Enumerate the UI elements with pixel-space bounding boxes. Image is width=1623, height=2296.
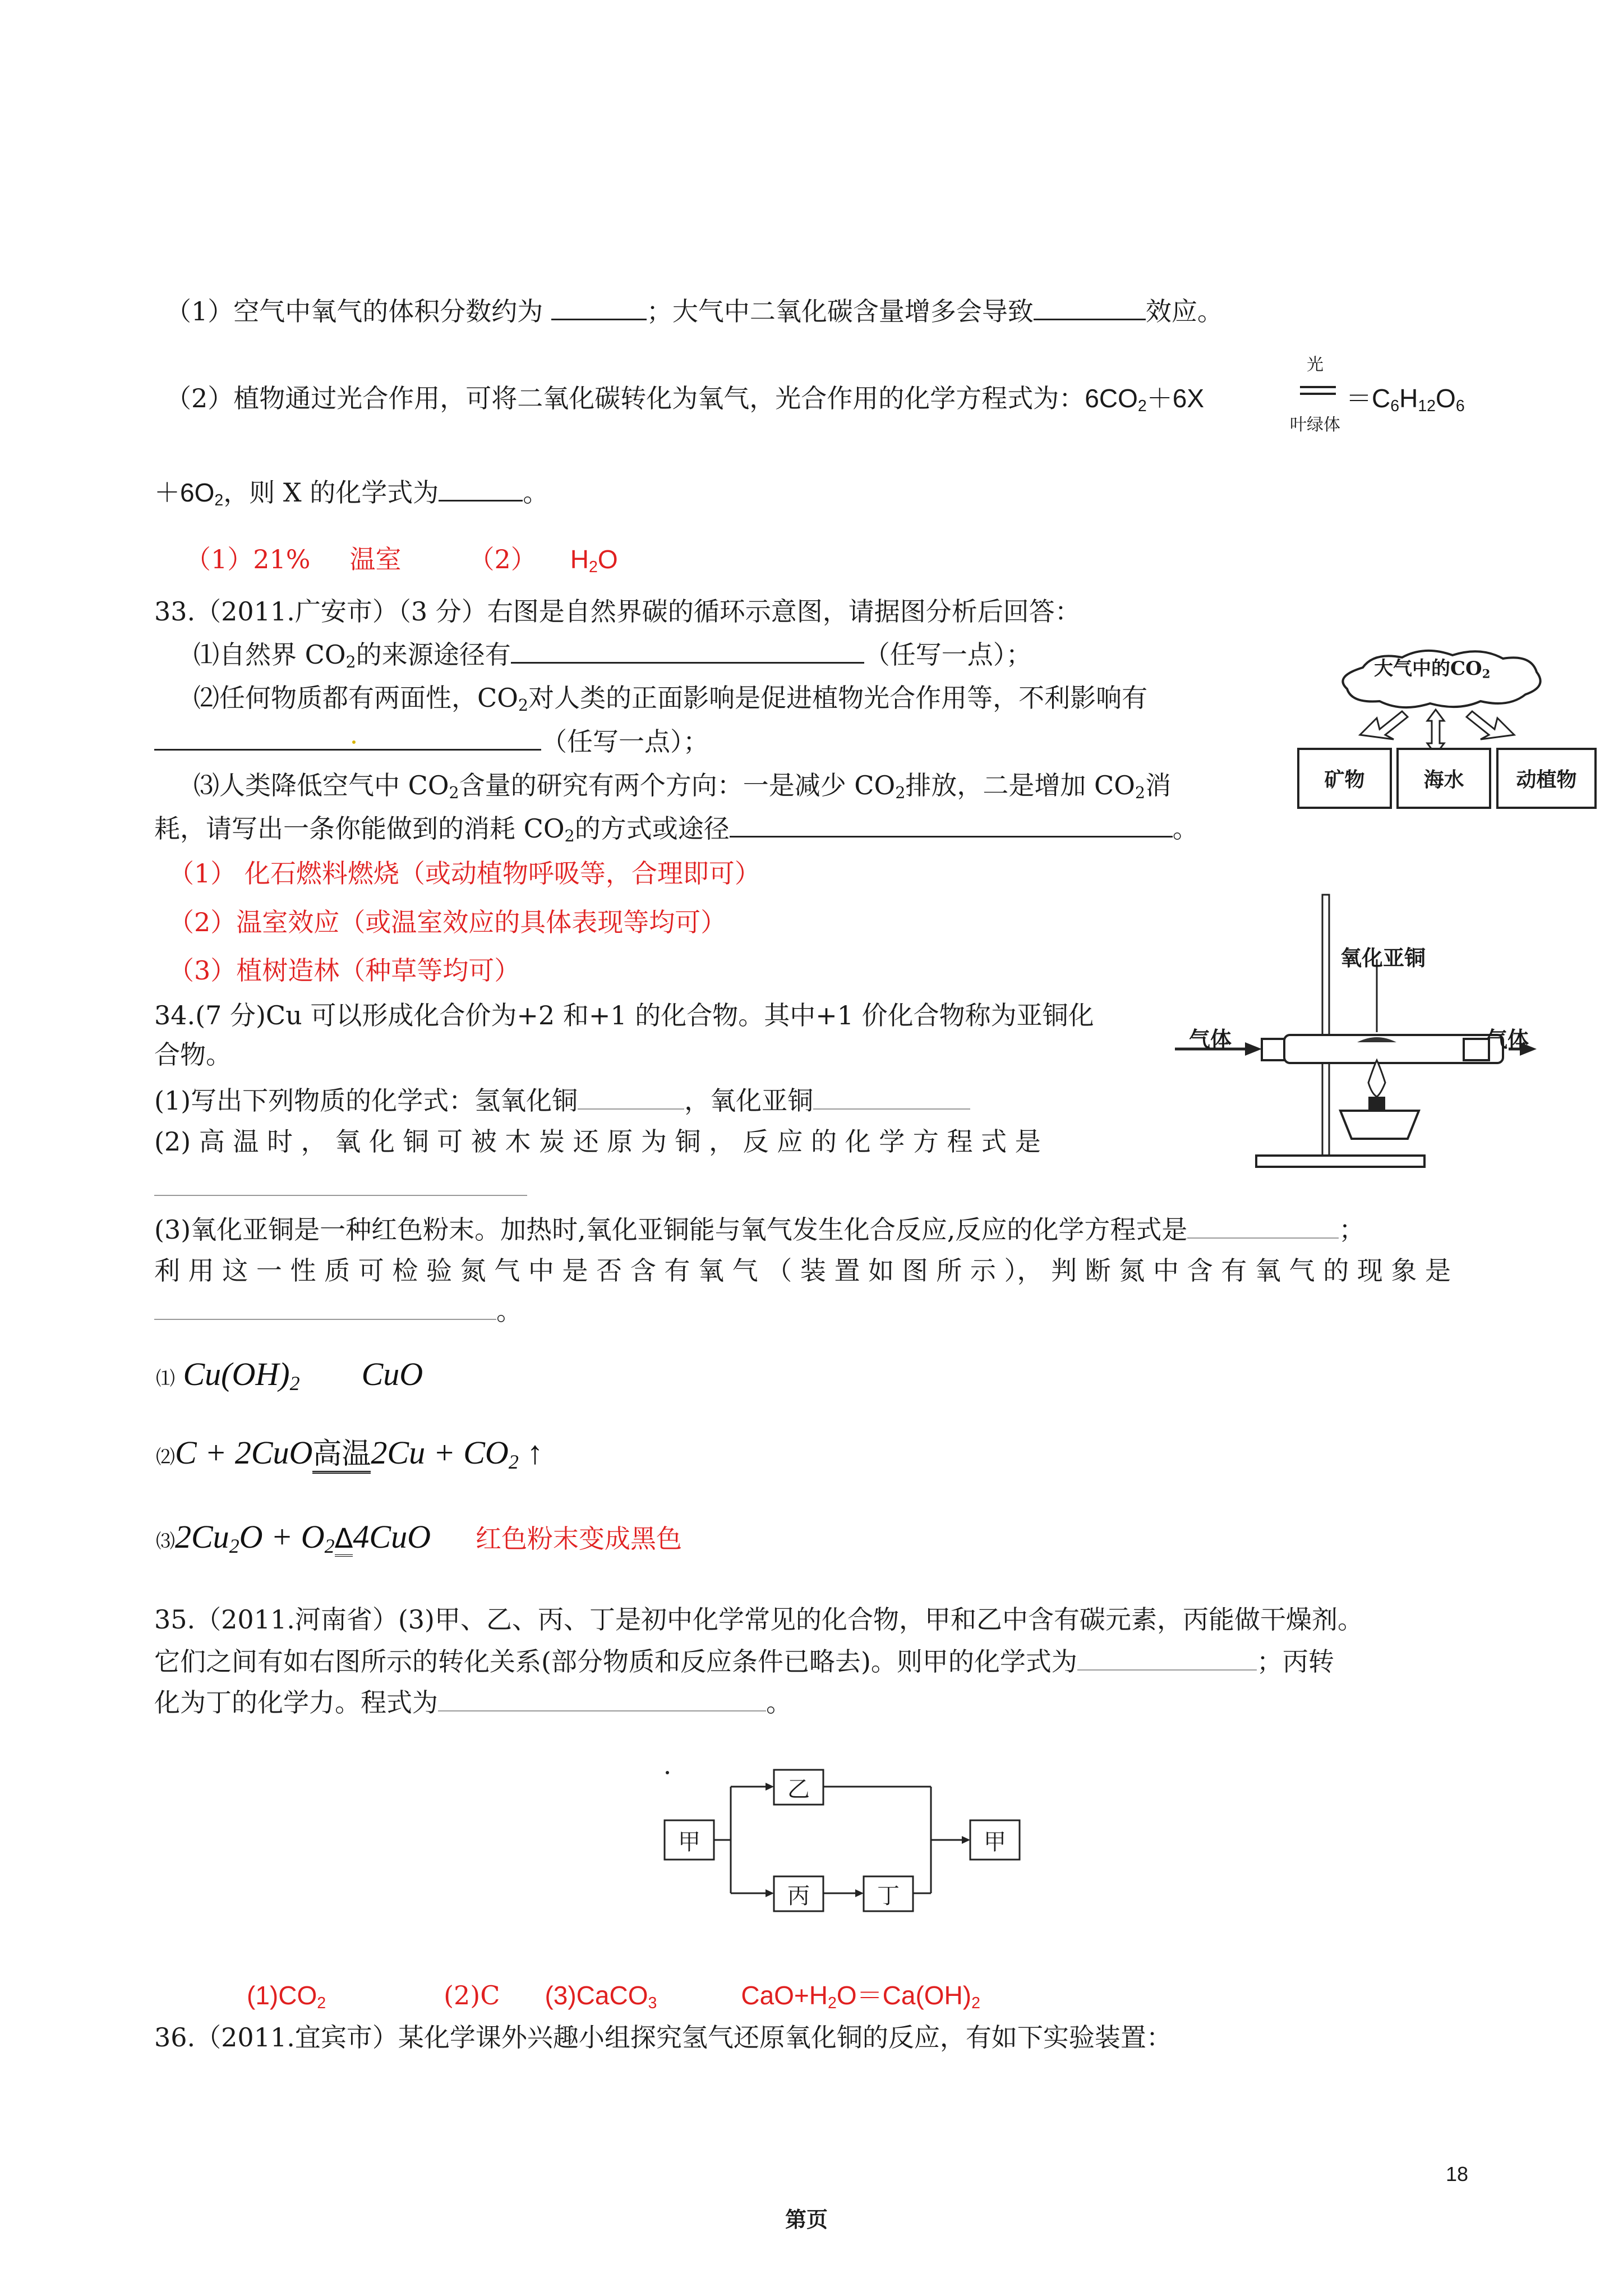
apparatus-label-right: 气体 bbox=[1486, 1027, 1529, 1052]
q33-stem: 33.（2011.广安市）（3 分）右图是自然界碳的循环示意图，请据图分析后回答： bbox=[154, 596, 1081, 627]
arrow-to-ding-icon bbox=[855, 1889, 864, 1897]
page-label: 第页 bbox=[785, 2207, 828, 2232]
equation-double-line-top bbox=[1300, 386, 1336, 388]
alcohol-lamp bbox=[1340, 1111, 1419, 1139]
label-jia-right: 甲 bbox=[984, 1829, 1006, 1855]
q34-part2-blank bbox=[154, 1195, 527, 1196]
q32-part2: （2）植物通过光合作用，可将二氧化碳转化为氧气，光合作用的化学方程式为：$6CO_2+6X$ bbox=[165, 383, 1204, 416]
apparatus-label-top: 氧化亚铜 bbox=[1340, 945, 1426, 970]
arrow-right-icon bbox=[1467, 711, 1514, 739]
stray-dot bbox=[666, 1771, 669, 1774]
arrow-to-jia-icon bbox=[962, 1836, 970, 1844]
q32-part1: （1）空气中氧气的体积分数约为 ；大气中二氧化碳含量增多会导致 效应。 bbox=[165, 296, 1223, 326]
label-bing: 丙 bbox=[787, 1883, 810, 1909]
q34-answer-2: ⑵C + 2CuO高温$2Cu + CO_2$ ↑ bbox=[156, 1434, 543, 1473]
q33-answer-3: （3）植树造林（种草等均可） bbox=[168, 955, 520, 986]
lamp-wick bbox=[1368, 1097, 1385, 1111]
q33-answer-2: （2）温室效应（或温室效应的具体表现等均可） bbox=[168, 907, 727, 937]
q34-stem-2: 合物。 bbox=[154, 1039, 232, 1070]
stopper-right bbox=[1464, 1039, 1489, 1060]
arrow-to-yi-icon bbox=[766, 1783, 774, 1791]
label-yi: 乙 bbox=[787, 1776, 810, 1802]
q33-sub2-cont: （任写一点）； bbox=[154, 726, 709, 757]
atmosphere-co2-label: 大气中的$CO_2$ bbox=[1374, 657, 1491, 681]
equation-double-line-bottom bbox=[1300, 393, 1336, 395]
page-number: 18 bbox=[1446, 2162, 1469, 2185]
mineral-label: 矿物 bbox=[1324, 768, 1365, 792]
seawater-label: 海水 bbox=[1423, 768, 1464, 792]
q34-answer-3: $⑶2Cu_2O + O_2\Delta 4CuO$ 红色粉末变成黑色 bbox=[156, 1519, 682, 1557]
q32-answer: （1）21% 温室 （2） $H_2O$ bbox=[185, 544, 618, 577]
q33-sub3-cont: 耗，请写出一条你能做到的消耗 $CO_2$的方式或途径 。 bbox=[154, 813, 1198, 846]
q32-equation-right: $=C_6H_{12}O_6$ bbox=[1346, 384, 1465, 416]
q34-part3: (3)氧化亚铜是一种红色粉末。加热时,氧化亚铜能与氧气发生化合反应,反应的化学方程式是 ； bbox=[154, 1214, 1365, 1245]
q34-part2: (2) 高 温 时 ， 氧 化 铜 可 被 木 炭 还 原 为 铜 ， 反 应 的 化 学 方 程 式 是 bbox=[154, 1126, 1041, 1157]
organisms-label: 动植物 bbox=[1516, 768, 1577, 792]
label-ding: 丁 bbox=[877, 1883, 900, 1909]
flame-icon bbox=[1368, 1060, 1385, 1097]
q33-sub1: ⑴自然界 $CO_2$的来源途径有 （任写一点）； bbox=[193, 639, 1032, 672]
q35-stem-3: 化为丁的化学力。程式为 。 bbox=[154, 1687, 792, 1718]
q33-sub2: ⑵任何物质都有两面性，$CO_2$对人类的正面影响是促进植物光合作用等，不利影响有 bbox=[193, 683, 1148, 715]
q34-part4: 利 用 这 一 性 质 可 检 验 氮 气 中 是 否 含 有 氧 气 （ 装 置 如 图 所 示 ）， 判 断 氮 中 含 有 氧 气 的 现 象 是 bbox=[154, 1255, 1451, 1286]
q34-part1: (1)写出下列物质的化学式：氢氧化铜 ，氧化亚铜 bbox=[154, 1085, 970, 1116]
light-condition: 光 bbox=[1307, 356, 1324, 374]
arrow-to-bing-icon bbox=[766, 1889, 774, 1897]
q34-answer-1: ⑴ $Cu(OH)_2$ CuO bbox=[156, 1356, 423, 1395]
q34-part5: 。 bbox=[154, 1296, 522, 1327]
label-jia-left: 甲 bbox=[678, 1829, 700, 1855]
retort-stand-base bbox=[1256, 1156, 1424, 1167]
q32-part3: $+6O_2$，则 X 的化学式为 。 bbox=[154, 477, 549, 510]
q33-sub3: ⑶人类降低空气中 $CO_2$含量的研究有两个方向：一是减少 $CO_2$排放，二是增加 $CO_2$消 bbox=[193, 770, 1172, 803]
q34-stem-1: 34.(7 分)Cu 可以形成化合价为+2 和+1 的化合物。其中+1 价化合物称为亚铜化 bbox=[154, 1000, 1094, 1030]
q35-stem-2: 它们之间有如右图所示的转化关系(部分物质和反应条件已略去)。则甲的化学式为 ；丙转 bbox=[154, 1646, 1334, 1677]
q35-answer: $(1)CO_2$ (2)C (3)CaCO$_3$ $CaO+H_2O=Ca(OH)_2$ bbox=[247, 1980, 980, 2013]
apparatus-label-left: 气体 bbox=[1189, 1027, 1232, 1052]
retort-stand-rod bbox=[1322, 895, 1329, 1164]
q33-answer-1: （1） 化石燃料燃烧（或动植物呼吸等，合理即可） bbox=[168, 858, 760, 889]
chlorophyll-condition: 叶绿体 bbox=[1290, 416, 1340, 434]
gas-in-arrow-icon bbox=[1245, 1042, 1262, 1056]
yellow-dot bbox=[352, 740, 356, 744]
q36-stem: 36.（2011.宜宾市）某化学课外兴趣小组探究氢气还原氧化铜的反应，有如下实验装置： bbox=[154, 2022, 1172, 2053]
arrow-left-icon bbox=[1360, 711, 1408, 739]
q35-stem-1: 35.（2011.河南省）(3)甲、乙、丙、丁是初中化学常见的化合物，甲和乙中含有碳元素，丙能做干燥剂。 bbox=[154, 1604, 1364, 1635]
